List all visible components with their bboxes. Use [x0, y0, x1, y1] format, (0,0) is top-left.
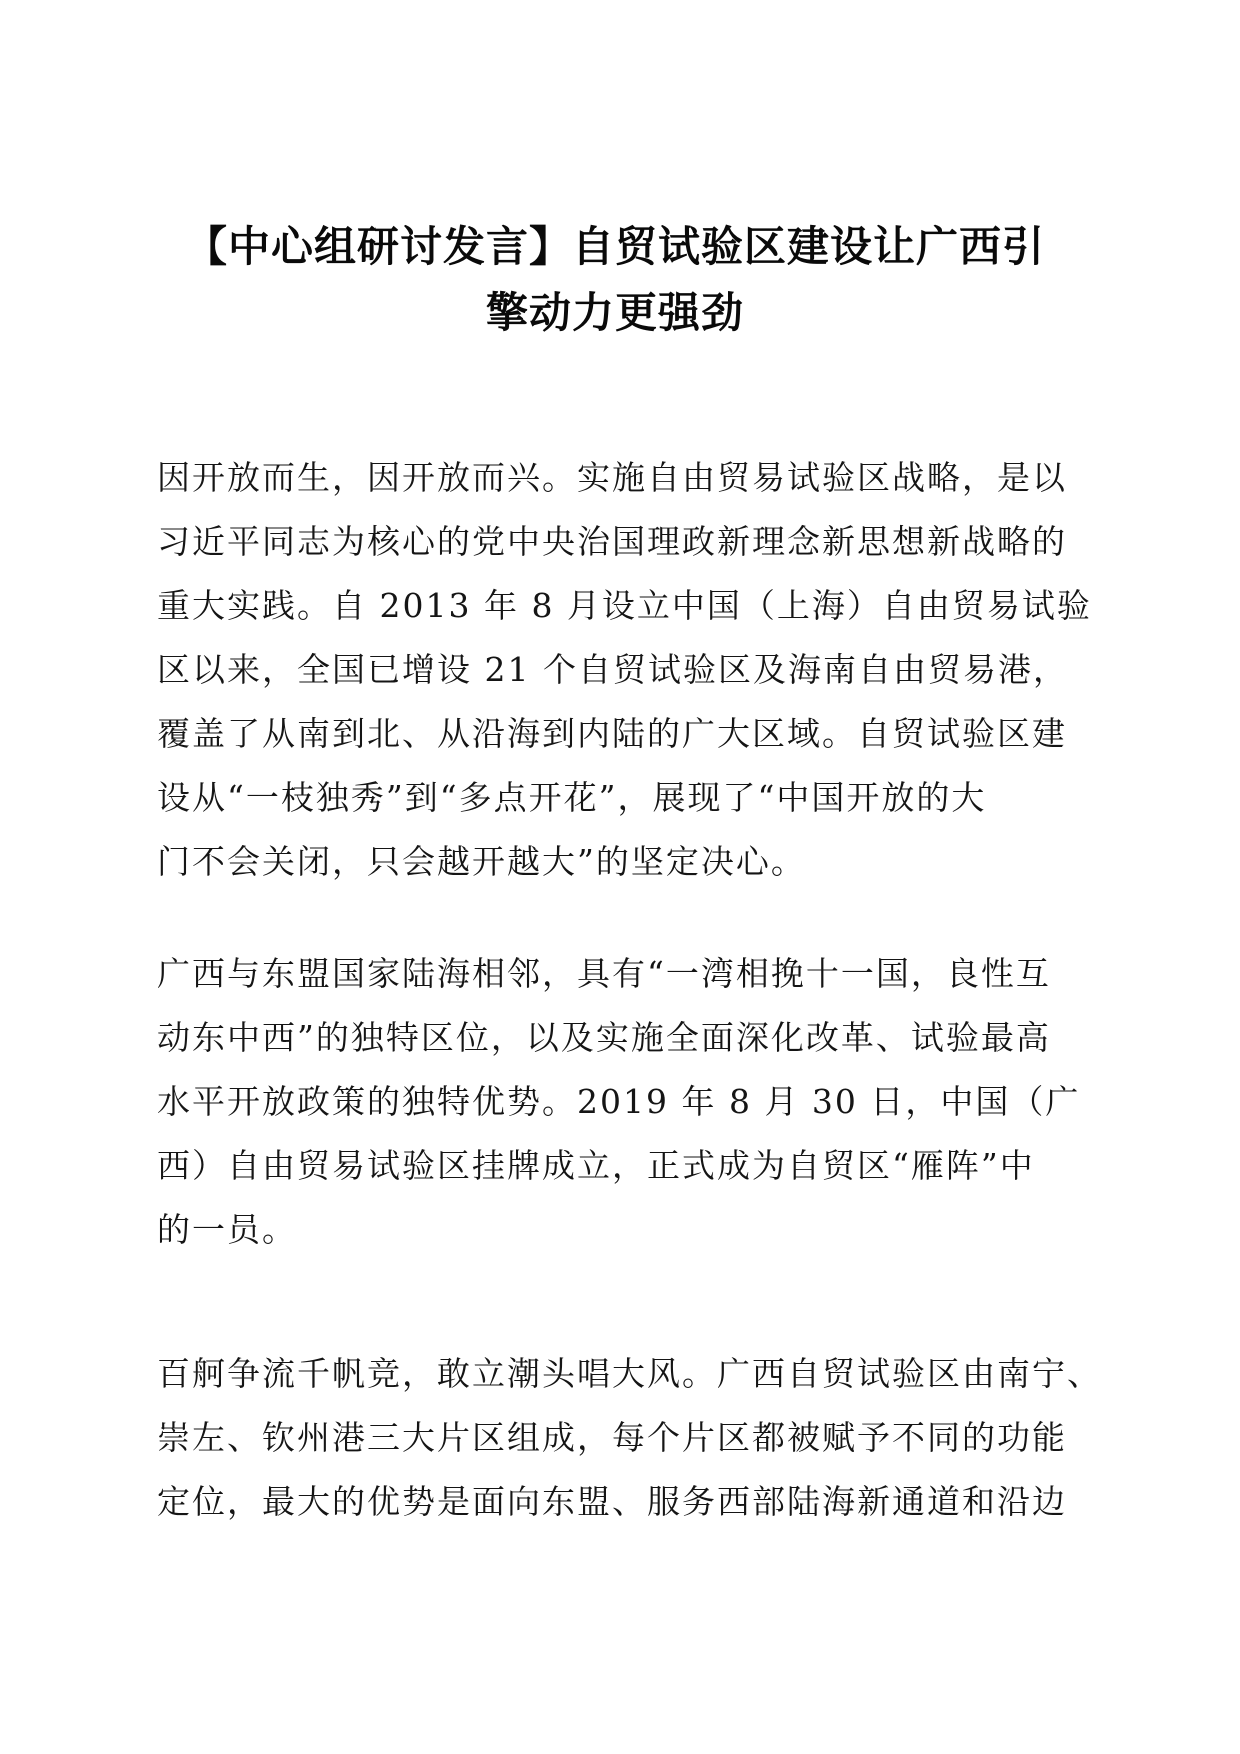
paragraph-line: 西）自由贸易试验区挂牌成立，正式成为自贸区“雁阵”中 — [157, 1146, 1035, 1185]
paragraph-line: 重大实践。自 2013 年 8 月设立中国（上海）自由贸易试验 — [157, 586, 1092, 625]
paragraph-2 — [157, 942, 1081, 1262]
document-title — [150, 214, 1080, 346]
paragraph-3 — [157, 1342, 1102, 1534]
paragraph-line: 水平开放政策的独特优势。2019 年 8 月 30 日，中国（广 — [157, 1082, 1081, 1121]
paragraph-line: 设从“一枝独秀”到“多点开花”，展现了“中国开放的大 — [157, 778, 987, 817]
paragraph-line: 区以来，全国已增设 21 个自贸试验区及海南自由贸易港， — [157, 650, 1068, 689]
paragraph-1 — [157, 446, 1092, 894]
paragraph-line: 的一员。 — [157, 1210, 297, 1249]
paragraph-line: 动东中西”的独特区位，以及实施全面深化改革、试验最高 — [157, 1018, 1051, 1057]
title-line-2: 擎动力更强劲 — [485, 288, 744, 337]
paragraph-line: 因开放而生，因开放而兴。实施自由贸易试验区战略，是以 — [157, 458, 1067, 497]
paragraph-line: 习近平同志为核心的党中央治国理政新理念新思想新战略的 — [157, 522, 1067, 561]
title-line-1: 【中心组研讨发言】自贸试验区建设让广西引 — [184, 222, 1045, 271]
paragraph-line: 门不会关闭，只会越开越大”的坚定决心。 — [157, 842, 806, 881]
paragraph-line: 广西与东盟国家陆海相邻，具有“一湾相挽十一国，良性互 — [157, 954, 1051, 993]
paragraph-line: 百舸争流千帆竞，敢立潮头唱大风。广西自贸试验区由南宁、 — [157, 1354, 1102, 1393]
paragraph-line: 覆盖了从南到北、从沿海到内陆的广大区域。自贸试验区建 — [157, 714, 1067, 753]
paragraph-line: 定位，最大的优势是面向东盟、服务西部陆海新通道和沿边 — [157, 1482, 1067, 1521]
paragraph-line: 崇左、钦州港三大片区组成，每个片区都被赋予不同的功能 — [157, 1418, 1067, 1457]
